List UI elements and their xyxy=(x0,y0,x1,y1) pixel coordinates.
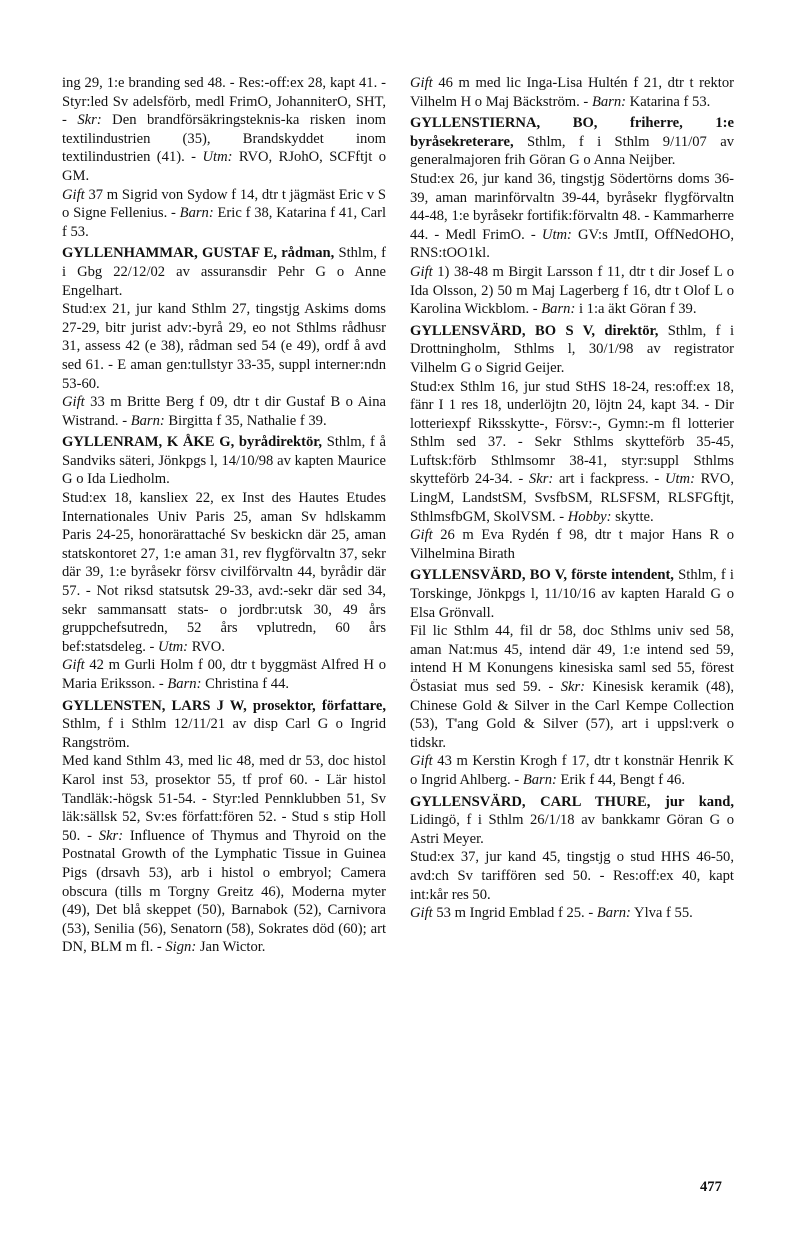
biography-paragraph xyxy=(62,300,386,393)
section-label: Skr: xyxy=(98,827,124,844)
married-label: Gift xyxy=(410,263,433,280)
entry-text: Stud:ex 37, jur kand 45, tingstjg o stud HHS 46-50, avd:ch Sv tariffören sed 50. - Res:off:ex 40, kapt int:kår res 50. xyxy=(410,849,734,903)
section-text: art i fackpress. - xyxy=(553,471,665,488)
children-label: Barn: xyxy=(179,205,214,222)
entry-text: Stud:ex 18, kansliex 22, ex Inst des Hautes Etudes Internationales Univ Paris 25, aman Sv hdlskamm Paris 24-25, honorärattaché Sv beskickn där 25, aman statskontoret 27, 1:e aman 31, rev flygförvaltn 37, sekr där 39, 1:e byråsekr försv civilförvaltn 44, byrådir där 57. - Not riksd statsutsk 29-33, avd:-sekr där sed 34, sekr sammansatt stats- o jordbr:utsk 30, 49 års gruppchefsutredn, 52 års vplutredn, 60 års bef:statsdeleg. - xyxy=(62,490,386,655)
section-label: Skr: xyxy=(560,679,586,695)
biography-text: Sthlm, f i Gbg 22/12/02 av assuransdir Pehr G o Anne Engelhart. xyxy=(62,245,386,299)
biography-heading-paragraph xyxy=(62,244,386,300)
biography-heading-paragraph xyxy=(410,793,734,849)
biography-text: Sthlm, f å Sandviks säteri, Jönkpgs l, 14/10/98 av kapten Maurice G o Ida Liedholm. xyxy=(62,434,386,488)
marriage-text: 37 m Sigrid von Sydow f 14, dtr t jägmäst Eric v S o Signe Fellenius. - xyxy=(62,186,386,222)
marriage-text: 33 m Britte Berg f 09, dtr t dir Gustaf B o Aina Wistrand. - xyxy=(62,394,386,429)
biography-text: Sthlm, f i Sthlm 9/11/07 av generalmajoren frih Göran G o Anna Neijber. xyxy=(410,133,734,169)
children-label: Barn: xyxy=(591,93,626,110)
children-label: Barn: xyxy=(541,301,576,318)
right-column xyxy=(410,74,734,923)
married-label: Gift xyxy=(410,527,433,544)
children-label: Barn: xyxy=(167,676,202,692)
biography-paragraph xyxy=(62,74,386,186)
person-name: GYLLENSTIERNA, BO, friherre, 1:e byråsekreterare, xyxy=(410,115,734,150)
biography-text: Lidingö, f i Sthlm 26/1/18 av bankkamr Göran G o Astri Meyer. xyxy=(410,812,734,847)
biography-paragraph xyxy=(62,489,386,656)
section-label: Skr: xyxy=(77,112,102,129)
biography-heading-paragraph xyxy=(62,433,386,489)
children-text: Birgitta f 35, Nathalie f 39. xyxy=(164,412,327,429)
entry-text: Stud:ex 26, jur kand 36, tingstjg Södertörns doms 36-39, aman marinförvaltn 39-44, byråsekr flygförvaltn 44-48, 1:e byråsekr fortifik:förvaltn 48. - Kammarherre 44. - Medl FrimO. - xyxy=(410,170,734,243)
section-text: RVO, RJohO, SCFftjt o GM. xyxy=(62,149,386,184)
left-column xyxy=(62,74,386,957)
marriage-text: 53 m Ingrid Emblad f 25. - xyxy=(432,905,597,922)
children-text: i 1:a äkt Göran f 39. xyxy=(575,301,697,318)
marriage-paragraph xyxy=(410,74,734,111)
section-label: Utm: xyxy=(158,638,189,655)
married-label: Gift xyxy=(410,753,433,770)
person-name: GYLLENHAMMAR, GUSTAF E, rådman, xyxy=(62,245,335,262)
biography-paragraph xyxy=(410,170,734,263)
married-label: Gift xyxy=(410,75,433,91)
marriage-text: 26 m Eva Rydén f 98, dtr t major Hans R o Vilhelmina Birath xyxy=(410,527,734,562)
person-name: GYLLENSVÄRD, BO S V, direktör, xyxy=(410,322,659,339)
entry-text: Stud:ex 21, jur kand Sthlm 27, tingstjg Askims doms 27-29, bitr jurist adv:-byrå 29, eo not Sthlms rådhusr 31, assess 42 (e 38), rådman sed 54 (e 49), ordf å avd sed 61. - E aman gen:tullstyr 33-35, suppl interner:ndn 53-60. xyxy=(62,301,386,392)
section-text: RVO, LingM, LandstSM, SvsfbSM, RLSFSM, RLSFGftjt, SthlmsfbGM, SkolVSM. - xyxy=(410,471,734,525)
section-label: Utm: xyxy=(202,149,233,166)
marriage-paragraph xyxy=(62,186,386,242)
person-name: GYLLENRAM, K ÅKE G, byrådirektör, xyxy=(62,434,323,451)
section-text: Den brandförsäkringsteknis-ka risken inom textilindustrien (35), Brandskyddet inom textilindustrien (41). - xyxy=(62,112,387,166)
section-text: Influence of Thymus and Thyroid on the Postnatal Growth of the Lymphatic Tissue in Guinea Pigs (drsavh 53), arb i histol o embryol; Camera obscura (tills m Torgny Greitz 46), Moderna myter (49), Det blå skeppet (50), Barnabok (52), Carnivora (53), Senilia (56), Senatorn (58), Sokrates död (60); art DN, BLM m fl. - xyxy=(62,827,386,956)
marriage-text: 1) 38-48 m Birgit Larsson f 11, dtr t dir Josef L o Ida Olsson, 2) 50 m Maj Lagerberg f 16, dtr t Olof L o Karolina Wickblom. - xyxy=(410,263,734,318)
marriage-paragraph xyxy=(62,393,386,430)
married-label: Gift xyxy=(62,394,85,411)
person-name: GYLLENSVÄRD, CARL THURE, jur kand, xyxy=(410,793,734,810)
entry-text: Stud:ex Sthlm 16, jur stud StHS 18-24, res:off:ex 18, fänr I 1 res 18, underlöjtn 20, löjtn 24, kapt 34. - Dir lotteriexpf Riksskytte-, Försv:-, Gymn:-m fl lotterier Sthlm sed 37. - Sekr Sthlms skytteförb 35-45, Luftsk:förb Sthlmsomr 38-41, styr:suppl Sthlms skytteförb 24-34. - xyxy=(410,378,734,488)
married-label: Gift xyxy=(410,905,433,922)
biography-paragraph xyxy=(62,752,386,957)
marriage-paragraph xyxy=(410,526,734,563)
biography-paragraph xyxy=(410,622,734,752)
section-label: Utm: xyxy=(541,226,572,243)
marriage-text: 43 m Kerstin Krogh f 17, dtr t konstnär Henrik K o Ingrid Ahlberg. - xyxy=(410,753,734,788)
children-text: Erik f 44, Bengt f 46. xyxy=(556,771,685,788)
section-label: Hobby: xyxy=(567,508,612,525)
children-text: Ylva f 55. xyxy=(630,905,693,922)
section-text: GV:s JmtII, OffNedOHO, RNS:tOO1kl. xyxy=(410,226,734,262)
marriage-paragraph xyxy=(62,656,386,693)
marriage-paragraph xyxy=(410,263,734,319)
children-label: Barn: xyxy=(596,905,631,922)
marriage-paragraph xyxy=(410,904,734,923)
children-text: Eric f 38, Katarina f 41, Carl f 53. xyxy=(62,205,386,240)
biography-paragraph xyxy=(410,848,734,904)
biography-heading-paragraph xyxy=(410,114,734,170)
biography-heading-paragraph xyxy=(62,697,386,753)
biography-paragraph xyxy=(410,378,734,527)
section-text: Kinesisk keramik (48), Chinese Gold & Silver in the Carl Kempe Collection (53), T'ang Gold & Silver (57), art i uppsl:verk o tidskr. xyxy=(410,679,734,751)
section-label: Skr: xyxy=(528,471,554,488)
entry-text: Fil lic Sthlm 44, fil dr 58, doc Sthlms univ sed 58, aman Nat:mus 45, intend där 49, 1:e intend sed 59, intend H M Konungens kinesiska saml sed 55, förest Östasiat mus sed 59. - xyxy=(410,623,734,695)
children-text: Katarina f 53. xyxy=(626,93,711,110)
married-label: Gift xyxy=(62,186,85,203)
marriage-paragraph xyxy=(410,752,734,789)
marriage-text: 46 m med lic Inga-Lisa Hultén f 21, dtr t rektor Vilhelm H o Maj Bäckström. - xyxy=(410,75,734,110)
biography-text: Sthlm, f i Sthlm 12/11/21 av disp Carl G o Ingrid Rangström. xyxy=(62,716,386,751)
entry-text: ing 29, 1:e branding sed 48. - Res:-off:ex 28, kapt 41. - Styr:led Sv adelsförb, medl FrimO, JohanniterO, SHT, - xyxy=(62,75,386,129)
section-label: Sign: xyxy=(165,939,197,956)
section-text: skytte. xyxy=(611,508,654,525)
person-name: GYLLENSVÄRD, BO V, förste intendent, xyxy=(410,567,674,584)
children-label: Barn: xyxy=(130,412,165,429)
section-text: RVO. xyxy=(188,638,225,655)
person-name: GYLLENSTEN, LARS J W, prosektor, författare, xyxy=(62,697,386,714)
biography-heading-paragraph xyxy=(410,322,734,378)
biography-text: Sthlm, f i Torskinge, Jönkpgs l, 11/10/16 av kapten Harald G o Elsa Grönvall. xyxy=(410,567,734,621)
marriage-text: 42 m Gurli Holm f 00, dtr t byggmäst Alfred H o Maria Eriksson. - xyxy=(62,657,386,692)
children-text: Christina f 44. xyxy=(201,676,290,692)
page-number: 477 xyxy=(700,1179,722,1195)
children-label: Barn: xyxy=(522,771,557,788)
section-text: Jan Wictor. xyxy=(196,939,266,956)
married-label: Gift xyxy=(62,657,85,674)
biography-text: Sthlm, f i Drottningholm, Sthlms l, 30/1/98 av registrator Vilhelm G o Sigrid Geijer. xyxy=(410,322,734,376)
biography-heading-paragraph xyxy=(410,566,734,622)
section-label: Utm: xyxy=(664,471,695,488)
entry-text: Med kand Sthlm 43, med lic 48, med dr 53, doc histol Karol inst 53, prosektor 55, tf prof 60. - Lär histol Tandläk:-högsk 51-54. - Styr:led Pennklubben 51, Sv läk:sällsk 52, Sv:es författ:fören 52. - Stud s stip Holl 50. - xyxy=(62,753,386,844)
